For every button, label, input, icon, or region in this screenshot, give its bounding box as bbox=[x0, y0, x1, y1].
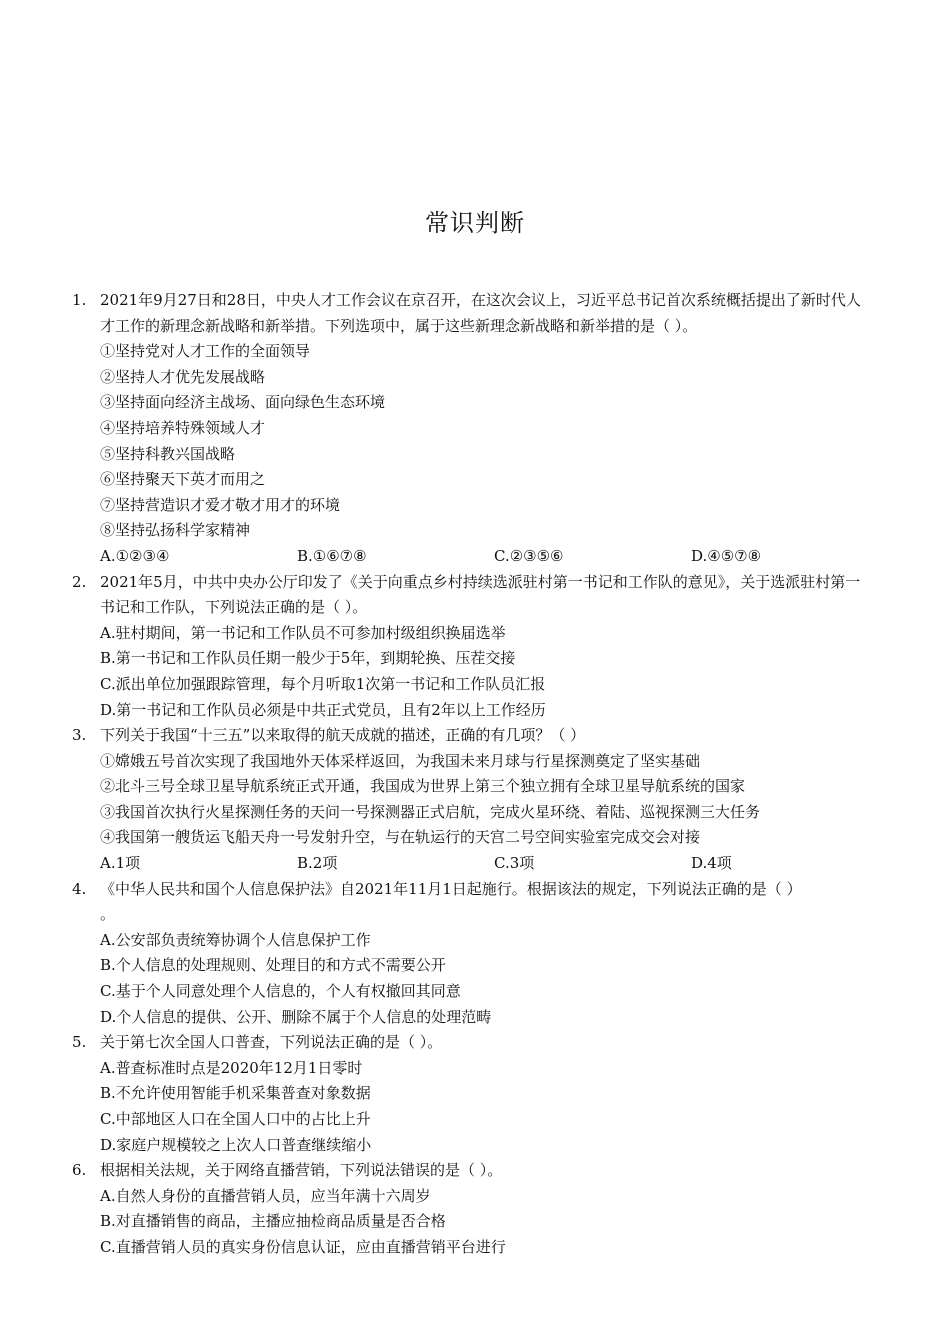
option-c: C.②③⑤⑥ bbox=[494, 546, 564, 565]
question-number: 4. bbox=[72, 879, 87, 898]
option-b: B.个人信息的处理规则、处理目的和方式不需要公开 bbox=[100, 956, 446, 975]
question-5 bbox=[72, 1030, 872, 1158]
option-a: A.驻村期间，第一书记和工作队员不可参加村级组织换届选举 bbox=[100, 623, 506, 642]
question-number: 6. bbox=[72, 1161, 87, 1180]
statement-item: ⑤坚持科教兴国战略 bbox=[100, 444, 236, 463]
statement-item: ④我国第一艘货运飞船天舟一号发射升空，与在轨运行的天宫二号空间实验室完成交会对接 bbox=[100, 828, 701, 847]
option-c: C.直播营销人员的真实身份信息认证，应由直播营销平台进行 bbox=[100, 1237, 506, 1256]
option-a: A.①②③④ bbox=[100, 546, 170, 565]
answer-options bbox=[100, 851, 888, 877]
answer-options bbox=[100, 544, 888, 570]
statement-item: ②北斗三号全球卫星导航系统正式开通，我国成为世界上第三个独立拥有全球卫星导航系统的国家 bbox=[100, 777, 746, 796]
question-stem: 关于第七次全国人口普查，下列说法正确的是（ ）。 bbox=[100, 1033, 443, 1052]
option-b: B.①⑥⑦⑧ bbox=[297, 546, 367, 565]
question-number: 1. bbox=[72, 291, 87, 309]
question-list bbox=[72, 288, 872, 1261]
statement-item: ①坚持党对人才工作的全面领导 bbox=[100, 342, 311, 361]
question-number: 3. bbox=[72, 726, 87, 745]
option-d: D.4项 bbox=[691, 854, 732, 873]
option-b: B.对直播销售的商品，主播应抽检商品质量是否合格 bbox=[100, 1212, 446, 1231]
question-stem-tail: 。 bbox=[100, 905, 116, 924]
statement-item: ⑧坚持弘扬科学家精神 bbox=[100, 521, 251, 540]
option-d: D.家庭户规模较之上次人口普查继续缩小 bbox=[100, 1135, 372, 1154]
question-stem: 《中华人民共和国个人信息保护法》自2021年11月1日起施行。根据该法的规定，下列说法正确的是（ ） bbox=[100, 879, 802, 898]
statement-item: ③我国首次执行火星探测任务的天问一号探测器正式启航，完成火星环绕、着陆、巡视探测三大任务 bbox=[100, 802, 761, 821]
question-stem: 2021年9月27日和28日，中央人才工作会议在京召开，在这次会议上，习近平总书记首次系统概括提出了新时代人才工作的新理念新战略和新举措。下列选项中，属于这些新理念新战略和新举措的是（ ）。 bbox=[100, 291, 861, 335]
statement-item: ②坚持人才优先发展战略 bbox=[100, 367, 266, 386]
option-c: C.中部地区人口在全国人口中的占比上升 bbox=[100, 1110, 371, 1128]
statement-item: ③坚持面向经济主战场、面向绿色生态环境 bbox=[100, 393, 386, 412]
question-2 bbox=[72, 570, 872, 724]
option-d: D.第一书记和工作队员必须是中共正式党员，且有2年以上工作经历 bbox=[100, 700, 546, 719]
option-b: B.第一书记和工作队员任期一般少于5年，到期轮换、压茬交接 bbox=[100, 649, 516, 668]
question-1 bbox=[72, 288, 872, 570]
option-a: A.普查标准时点是2020年12月1日零时 bbox=[100, 1058, 363, 1077]
statement-item: ④坚持培养特殊领域人才 bbox=[100, 418, 266, 437]
page-title: 常识判断 bbox=[425, 209, 525, 237]
question-number: 5. bbox=[72, 1033, 87, 1052]
question-stem: 2021年5月，中共中央办公厅印发了《关于向重点乡村持续选派驻村第一书记和工作队的意见》，关于选派驻村第一书记和工作队，下列说法正确的是（ ）。 bbox=[100, 572, 861, 617]
option-b: B.不允许使用智能手机采集普查对象数据 bbox=[100, 1084, 371, 1103]
statement-item: ⑥坚持聚天下英才而用之 bbox=[100, 470, 266, 489]
question-3 bbox=[72, 723, 872, 877]
option-c: C.派出单位加强跟踪管理，每个月听取1次第一书记和工作队员汇报 bbox=[100, 674, 546, 693]
statement-item: ①嫦娥五号首次实现了我国地外天体采样返回，为我国未来月球与行星探测奠定了坚实基础 bbox=[100, 751, 701, 770]
question-4 bbox=[72, 877, 872, 1031]
question-6 bbox=[72, 1158, 872, 1260]
question-stem: 根据相关法规，关于网络直播营销，下列说法错误的是（ ）。 bbox=[100, 1161, 503, 1180]
option-b: B.2项 bbox=[297, 854, 338, 873]
option-c: C.基于个人同意处理个人信息的，个人有权撤回其同意 bbox=[100, 982, 461, 1001]
option-a: A.公安部负责统筹协调个人信息保护工作 bbox=[100, 930, 371, 949]
statement-item: ⑦坚持营造识才爱才敬才用才的环境 bbox=[100, 495, 341, 514]
question-number: 2. bbox=[72, 572, 87, 591]
option-d: D.个人信息的提供、公开、删除不属于个人信息的处理范畴 bbox=[100, 1007, 492, 1026]
option-a: A.自然人身份的直播营销人员，应当年满十六周岁 bbox=[100, 1186, 431, 1205]
option-c: C.3项 bbox=[494, 854, 535, 873]
question-stem: 下列关于我国“十三五”以来取得的航天成就的描述，正确的有几项？（ ） bbox=[100, 726, 586, 745]
option-d: D.④⑤⑦⑧ bbox=[691, 546, 762, 565]
option-a: A.1项 bbox=[100, 854, 141, 873]
